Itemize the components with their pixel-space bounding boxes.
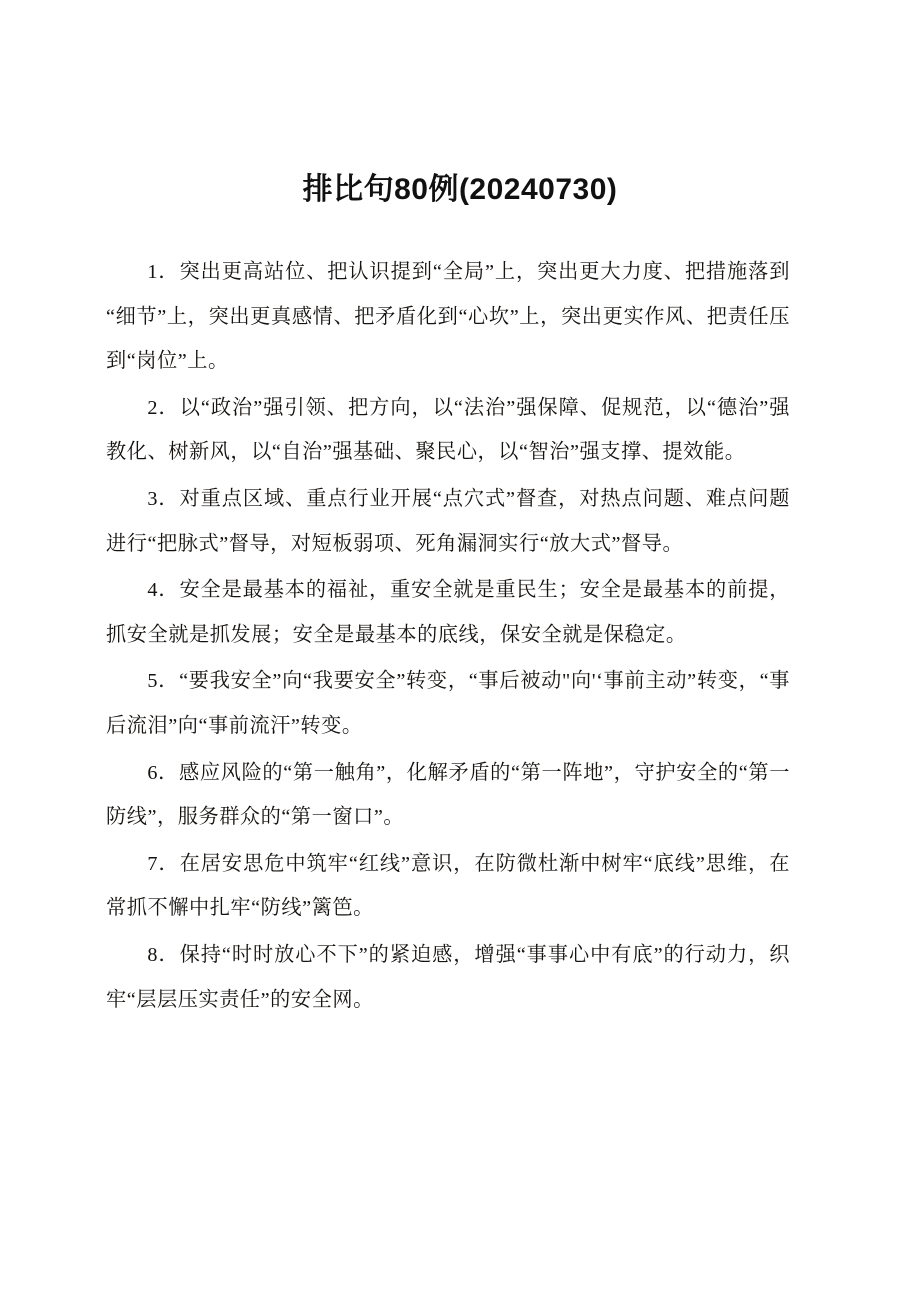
- paragraph-item-8: 8．保持“时时放心不下”的紧迫感，增强“事事心中有底”的行动力，织牢“层层压实责任”的安全网。: [106, 943, 790, 1011]
- paragraph-item-7: 7．在居安思危中筑牢“红线”意识，在防微杜渐中树牢“底线”思维，在常抓不懈中扎牢“防线”篱笆。: [106, 852, 790, 920]
- paragraph-item-3: 3．对重点区域、重点行业开展“点穴式”督查，对热点问题、难点问题进行“把脉式”督导，对短板弱项、死角漏洞实行“放大式”督导。: [106, 487, 790, 555]
- page-title: 排比句80例(20240730): [302, 173, 618, 206]
- document-body: [106, 250, 790, 1024]
- paragraph-item-1: 1．突出更高站位、把认识提到“全局”上，突出更大力度、把措施落到“细节”上，突出更真感情、把矛盾化到“心坎”上，突出更实作风、把责任压到“岗位”上。: [106, 261, 790, 373]
- paragraph-item-4: 4．安全是最基本的福祉，重安全就是重民生；安全是最基本的前提，抓安全就是抓发展；安全是最基本的底线，保安全就是保稳定。: [106, 579, 790, 646]
- paragraph-item-5: 5．“要我安全”向“我要安全”转变，“事后被动"向'‘事前主动”转变，“事后流泪”向“事前流汗”转变。: [106, 670, 790, 737]
- paragraph-item-6: 6．感应风险的“第一触角”，化解矛盾的“第一阵地”，守护安全的“第一防线”，服务群众的“第一窗口”。: [106, 761, 790, 829]
- paragraph-item-2: 2．以“政治”强引领、把方向，以“法治”强保障、促规范，以“德治”强教化、树新风，以“自治”强基础、聚民心，以“智治”强支撑、提效能。: [106, 396, 790, 464]
